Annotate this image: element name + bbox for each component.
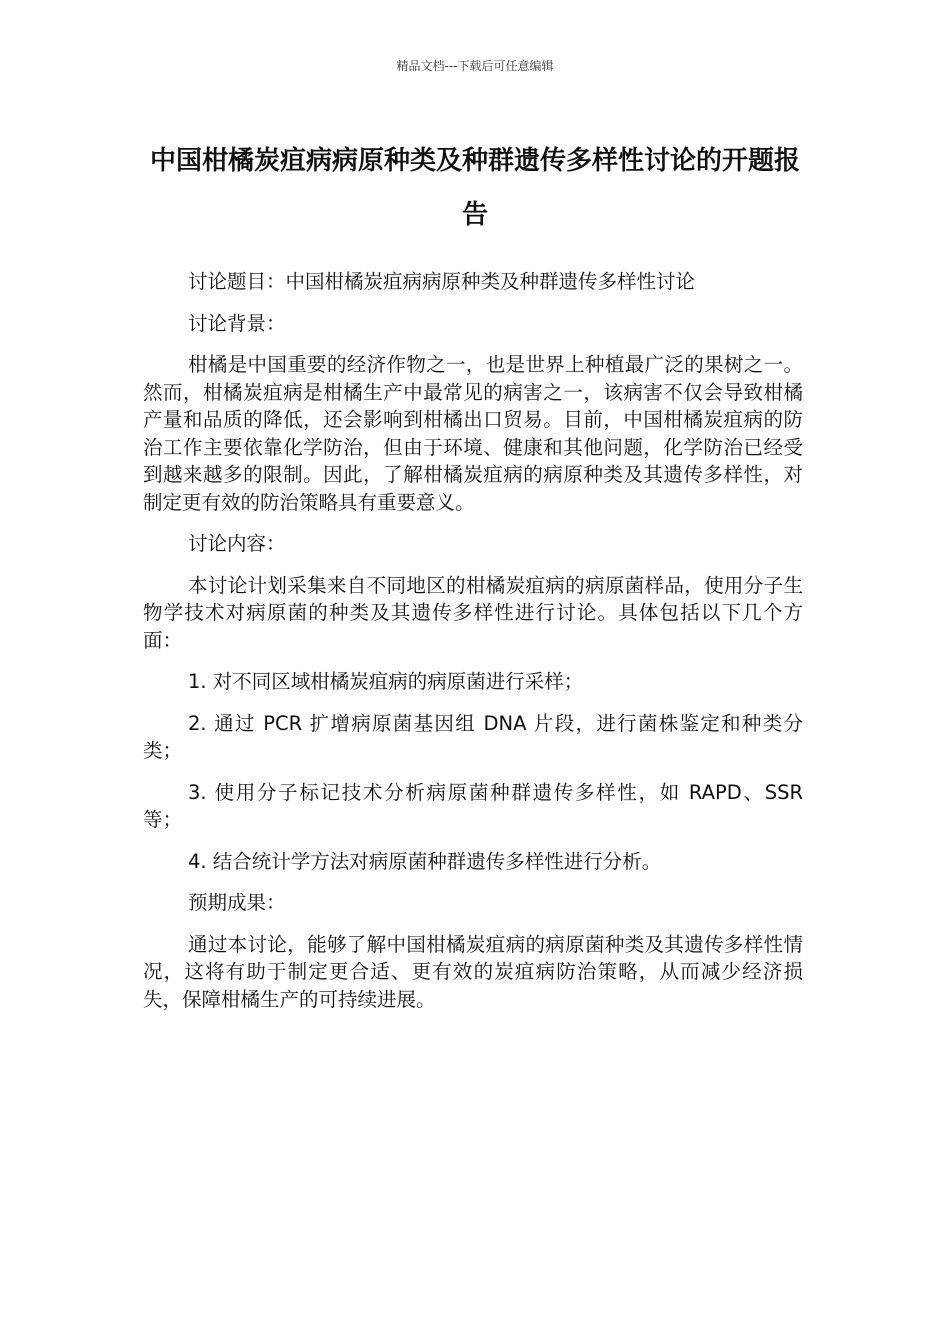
background-paragraph: 柑橘是中国重要的经济作物之一，也是世界上种植最广泛的果树之一。然而，柑橘炭疽病是柑橘生产中最常见的病害之一，该病害不仅会导致柑橘产量和品质的降低，还会影响到柑橘出口贸易。目前，中国柑橘炭疽病的防治工作主要依靠化学防治，但由于环境、健康和其他问题，化学防治已经受到越来越多的限制。因此，了解柑橘炭疽病的病原种类及其遗传多样性，对制定更有效的防治策略具有重要意义。 (143, 353, 803, 514)
topic-paragraph: 讨论题目：中国柑橘炭疽病病原种类及种群遗传多样性讨论 (188, 270, 696, 293)
document-title: 中国柑橘炭疽病病原种类及种群遗传多样性讨论的开题报告 (149, 146, 800, 230)
results-heading: 预期成果： (188, 891, 286, 914)
list-item: 1. 对不同区域柑橘炭疽病的病原菌进行采样； (188, 670, 584, 693)
document-body (143, 268, 803, 1027)
results-paragraph: 通过本讨论，能够了解中国柑橘炭疽病的病原菌种类及其遗传多样性情况，这将有助于制定更合适、更有效的炭疽病防治策略，从而减少经济损失，保障柑橘生产的可持续进展。 (143, 932, 803, 1011)
list-item: 4. 结合统计学方法对病原菌种群遗传多样性进行分析。 (188, 849, 662, 873)
list-item: 3. 使用分子标记技术分析病原菌种群遗传多样性，如 RAPD、SSR 等； (143, 780, 803, 831)
content-heading: 讨论内容： (188, 532, 286, 555)
background-heading: 讨论背景： (188, 311, 286, 335)
header-note: 精品文档---下载后可任意编辑 (396, 59, 554, 73)
content-paragraph: 本讨论计划采集来自不同地区的柑橘炭疽病的病原菌样品，使用分子生物学技术对病原菌的种类及其遗传多样性进行讨论。具体包括以下几个方面： (143, 573, 803, 652)
list-item: 2. 通过 PCR 扩增病原菌基因组 DNA 片段，进行菌株鉴定和种类分类； (143, 711, 803, 762)
